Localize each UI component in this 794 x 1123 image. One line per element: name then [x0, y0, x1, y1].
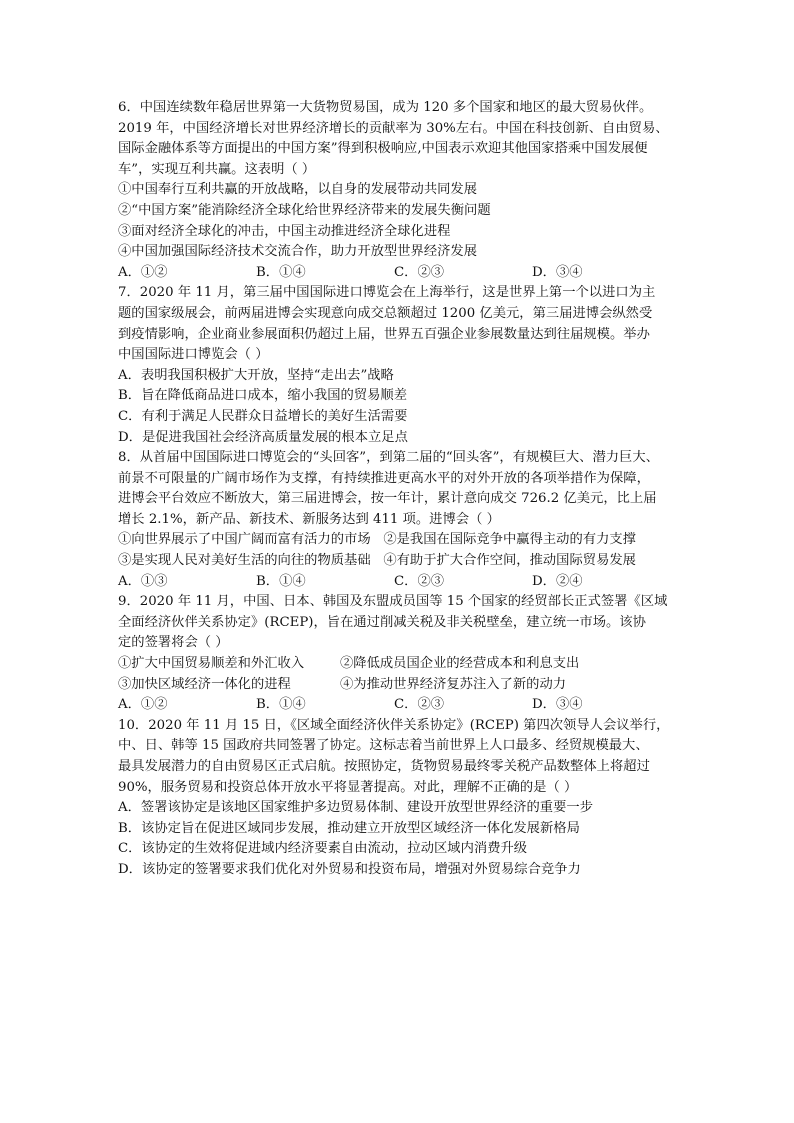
statement-1: ①中国奉行互利共赢的开放战略，以自身的发展带动共同发展 [118, 182, 478, 198]
question-stem-line: 前景不可限量的广阔市场作为支撑，有持续推进更高水平的对外开放的各项举措作为保障， [118, 470, 650, 486]
choice-d: D．该协定的签署要求我们优化对外贸易和投资布局，增强对外贸易综合竞争力 [118, 861, 581, 877]
question-stem-line: 6．中国连续数年稳居世界第一大货物贸易国，成为 120 多个国家和地区的最大贸易伙伴。 [118, 100, 653, 115]
question-stem-line: 到疫情影响，企业商业参展面积仍超过上届，世界五百强企业参展数量达到往届规模。举办 [118, 326, 650, 342]
choice-a: A．表明我国积极扩大开放，坚持“走出去”战略 [118, 367, 394, 383]
question-stem-line: 最具发展潜力的自由贸易区正式启航。按照协定，货物贸易最终零关税产品数整体上将超过 [118, 759, 650, 774]
exam-page [118, 98, 683, 881]
answer-options [118, 572, 683, 593]
option-b: B．①④ [256, 697, 306, 713]
question-6 [118, 98, 683, 283]
option-c: C．②③ [394, 697, 445, 713]
question-stem-line: 题的国家级展会，前两届进博会实现意向成交总额超过 1200 亿美元，第三届进博会纵然受 [118, 305, 653, 321]
option-b: B．①④ [256, 573, 306, 589]
choice-b: B．该协定旨在促进区域同步发展，推动建立开放型区域经济一体化发展新格局 [118, 820, 580, 836]
statement-3: ③加快区域经济一体化的进程 [118, 676, 291, 692]
statement-4: ④中国加强国际经济技术交流合作，助力开放型世界经济发展 [118, 244, 478, 260]
question-stem-line: 2019 年，中国经济增长对世界经济增长的贡献率为 30%左右。中国在科技创新、自由贸易、 [118, 120, 669, 136]
question-stem-line: 7．2020 年 11 月，第三届中国国际进口博览会在上海举行，这是世界上第一个以进口为主 [118, 285, 656, 301]
question-stem-line: 定的签署将会（ ） [118, 635, 229, 651]
option-a: A．①② [118, 697, 168, 713]
statement-4: ④为推动世界经济复苏注入了新的动力 [340, 676, 567, 692]
question-stem-line: 8．从首届中国国际进口博览会的“头回客”，到第二届的“回头客”，有规模巨大、潜力巨大、 [118, 450, 659, 466]
statement-row [118, 675, 683, 696]
question-stem-line: 10．2020 年 11 月 15 日，《区域全面经济伙伴关系协定》(RCEP) 第四次领导人会议举行， [118, 717, 670, 733]
question-stem-line: 进博会平台效应不断放大，第三届进博会，按一年计，累计意向成交 726.2 亿美元，比上届 [118, 491, 657, 507]
statement-1: ①扩大中国贸易顺差和外汇收入 [118, 656, 305, 672]
statement-2: ②是我国在国际竞争中赢得主动的有力支撑 [383, 532, 636, 548]
statement-3: ③面对经济全球化的冲击，中国主动推进经济全球化进程 [118, 223, 451, 239]
statement-1: ①向世界展示了中国广阔而富有活力的市场 [118, 532, 371, 548]
statement-2: ②降低成员国企业的经营成本和利息支出 [340, 656, 580, 672]
question-stem-line: 车”，实现互利共赢。这表明（ ） [118, 161, 316, 177]
option-d: D．②④ [532, 573, 583, 589]
choice-d: D．是促进我国社会经济高质量发展的根本立足点 [118, 429, 408, 445]
statement-4: ④有助于扩大合作空间，推动国际贸易发展 [383, 553, 636, 569]
statement-row [118, 530, 683, 551]
question-9 [118, 592, 683, 716]
choice-a: A．签署该协定是该地区国家维护多边贸易体制、建设开放型世界经济的重要一步 [118, 800, 593, 816]
statement-2: ②“中国方案”能消除经济全球化给世界经济带来的发展失衡问题 [118, 202, 491, 218]
option-a: A．①② [118, 264, 168, 280]
question-stem-line: 国际金融体系等方面提出的中国方案”得到积极响应,中国表示欢迎其他国家搭乘中国发展便 [118, 141, 648, 157]
question-stem-line: 9．2020 年 11 月，中国、日本、韩国及东盟成员国等 15 个国家的经贸部长正式签署《区域 [118, 594, 668, 610]
question-8 [118, 448, 683, 592]
question-stem-line: 增长 2.1%，新产品、新技术、新服务达到 411 项。进博会（ ） [118, 511, 500, 527]
choice-c: C．该协定的生效将促进域内经济要素自由流动，拉动区域内消费升级 [118, 841, 528, 857]
option-a: A．①③ [118, 573, 168, 589]
statement-row [118, 551, 683, 572]
answer-options [118, 695, 683, 716]
choice-c: C．有利于满足人民群众日益增长的美好生活需要 [118, 408, 408, 424]
option-c: C．②③ [394, 264, 445, 280]
question-7 [118, 283, 683, 448]
choice-b: B．旨在降低商品进口成本，缩小我国的贸易顺差 [118, 388, 408, 404]
question-10 [118, 716, 683, 881]
option-c: C．②③ [394, 573, 445, 589]
option-d: D．③④ [532, 697, 583, 713]
question-stem-line: 全面经济伙伴关系协定》(RCEP)，旨在通过削减关税及非关税壁垒，建立统一市场。该协 [118, 614, 646, 630]
question-stem-line: 中国国际进口博览会（ ） [118, 347, 269, 363]
question-stem-line: 中、日、韩等 15 国政府共同签署了协定。这标志着当前世界上人口最多、经贸规模最大、 [118, 738, 649, 754]
question-stem-line: 90%，服务贸易和投资总体开放水平将显著提高。对此，理解不正确的是（ ） [118, 779, 578, 795]
option-d: D．③④ [532, 264, 583, 280]
answer-options [118, 263, 683, 284]
statement-row [118, 654, 683, 675]
option-b: B．①④ [256, 264, 306, 280]
statement-3: ③是实现人民对美好生活的向往的物质基础 [118, 553, 371, 569]
